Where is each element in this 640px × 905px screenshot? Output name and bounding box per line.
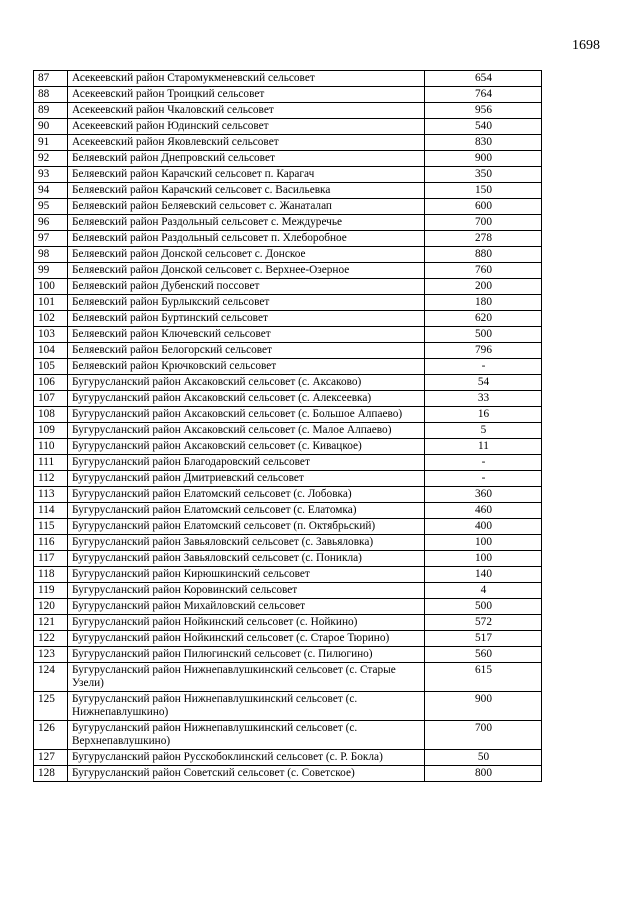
row-name: Бугурусланский район Аксаковский сельсовет (с. Аксаково) xyxy=(68,375,425,391)
row-value: 500 xyxy=(425,599,542,615)
row-number: 93 xyxy=(34,167,68,183)
row-number: 122 xyxy=(34,631,68,647)
row-number: 119 xyxy=(34,583,68,599)
row-value: 900 xyxy=(425,692,542,721)
row-number: 107 xyxy=(34,391,68,407)
row-number: 123 xyxy=(34,647,68,663)
table-row xyxy=(34,567,542,583)
row-number: 88 xyxy=(34,87,68,103)
table-row xyxy=(34,87,542,103)
row-name: Беляевский район Дубенский поссовет xyxy=(68,279,425,295)
row-name: Беляевский район Раздольный сельсовет п. Хлеборобное xyxy=(68,231,425,247)
row-number: 117 xyxy=(34,551,68,567)
table-row xyxy=(34,151,542,167)
row-name: Беляевский район Белогорский сельсовет xyxy=(68,343,425,359)
row-name: Бугурусланский район Аксаковский сельсовет (с. Малое Алпаево) xyxy=(68,423,425,439)
table-row xyxy=(34,183,542,199)
row-number: 113 xyxy=(34,487,68,503)
row-number: 118 xyxy=(34,567,68,583)
table-row xyxy=(34,721,542,750)
table-row xyxy=(34,135,542,151)
table-row xyxy=(34,119,542,135)
row-value: 517 xyxy=(425,631,542,647)
row-name: Бугурусланский район Кирюшкинский сельсовет xyxy=(68,567,425,583)
row-name: Бугурусланский район Нижнепавлушкинский сельсовет (с. Старые Узели) xyxy=(68,663,425,692)
row-number: 104 xyxy=(34,343,68,359)
table-row xyxy=(34,551,542,567)
row-name: Бугурусланский район Нойкинский сельсовет (с. Нойкино) xyxy=(68,615,425,631)
data-table xyxy=(33,70,542,782)
row-name: Бугурусланский район Нижнепавлушкинский сельсовет (с. Верхнепавлушкино) xyxy=(68,721,425,750)
table-row xyxy=(34,247,542,263)
row-name: Бугурусланский район Елатомский сельсовет (с. Елатомка) xyxy=(68,503,425,519)
row-value: 150 xyxy=(425,183,542,199)
table-row xyxy=(34,391,542,407)
table-row xyxy=(34,423,542,439)
row-value: 11 xyxy=(425,439,542,455)
row-number: 115 xyxy=(34,519,68,535)
row-value: 100 xyxy=(425,551,542,567)
table-row xyxy=(34,631,542,647)
row-value: 900 xyxy=(425,151,542,167)
row-value: 764 xyxy=(425,87,542,103)
row-name: Беляевский район Карачский сельсовет с. Васильевка xyxy=(68,183,425,199)
table-row xyxy=(34,471,542,487)
table-row xyxy=(34,599,542,615)
table-row xyxy=(34,692,542,721)
row-value: - xyxy=(425,471,542,487)
table-row xyxy=(34,407,542,423)
table-row xyxy=(34,311,542,327)
row-number: 102 xyxy=(34,311,68,327)
row-value: 654 xyxy=(425,71,542,87)
row-name: Беляевский район Беляевский сельсовет с. Жанаталап xyxy=(68,199,425,215)
table-row xyxy=(34,343,542,359)
row-value: 16 xyxy=(425,407,542,423)
row-value: 615 xyxy=(425,663,542,692)
row-value: 560 xyxy=(425,647,542,663)
table-row xyxy=(34,439,542,455)
row-number: 110 xyxy=(34,439,68,455)
table-row xyxy=(34,103,542,119)
row-name: Бугурусланский район Михайловский сельсовет xyxy=(68,599,425,615)
row-name: Беляевский район Раздольный сельсовет с. Междуречье xyxy=(68,215,425,231)
row-value: 600 xyxy=(425,199,542,215)
row-value: 140 xyxy=(425,567,542,583)
row-number: 87 xyxy=(34,71,68,87)
page-number: 1698 xyxy=(572,38,600,53)
row-name: Асекеевский район Старомукменевский сельсовет xyxy=(68,71,425,87)
row-name: Бугурусланский район Пилюгинский сельсовет (с. Пилюгино) xyxy=(68,647,425,663)
row-number: 126 xyxy=(34,721,68,750)
table-row xyxy=(34,647,542,663)
table-row xyxy=(34,167,542,183)
row-name: Беляевский район Ключевский сельсовет xyxy=(68,327,425,343)
table-row xyxy=(34,663,542,692)
row-number: 106 xyxy=(34,375,68,391)
row-number: 95 xyxy=(34,199,68,215)
row-value: 350 xyxy=(425,167,542,183)
row-number: 101 xyxy=(34,295,68,311)
row-name: Беляевский район Буртинский сельсовет xyxy=(68,311,425,327)
row-number: 112 xyxy=(34,471,68,487)
row-name: Асекеевский район Чкаловский сельсовет xyxy=(68,103,425,119)
row-number: 96 xyxy=(34,215,68,231)
table-row xyxy=(34,295,542,311)
row-name: Беляевский район Крючковский сельсовет xyxy=(68,359,425,375)
row-number: 127 xyxy=(34,750,68,766)
row-name: Беляевский район Донской сельсовет с. Верхнее-Озерное xyxy=(68,263,425,279)
row-value: 760 xyxy=(425,263,542,279)
table-body xyxy=(34,71,542,782)
row-value: 620 xyxy=(425,311,542,327)
row-number: 116 xyxy=(34,535,68,551)
row-name: Бугурусланский район Дмитриевский сельсовет xyxy=(68,471,425,487)
row-value: 800 xyxy=(425,766,542,782)
table-row xyxy=(34,766,542,782)
table-row xyxy=(34,231,542,247)
row-value: 400 xyxy=(425,519,542,535)
row-value: 4 xyxy=(425,583,542,599)
row-number: 100 xyxy=(34,279,68,295)
row-number: 94 xyxy=(34,183,68,199)
table-row xyxy=(34,263,542,279)
row-name: Беляевский район Донской сельсовет с. Донское xyxy=(68,247,425,263)
row-value: 278 xyxy=(425,231,542,247)
row-number: 114 xyxy=(34,503,68,519)
row-value: 100 xyxy=(425,535,542,551)
table-row xyxy=(34,375,542,391)
table-row xyxy=(34,750,542,766)
row-number: 120 xyxy=(34,599,68,615)
row-name: Бугурусланский район Коровинский сельсовет xyxy=(68,583,425,599)
row-number: 92 xyxy=(34,151,68,167)
row-value: 200 xyxy=(425,279,542,295)
table-row xyxy=(34,327,542,343)
row-value: 54 xyxy=(425,375,542,391)
row-value: 460 xyxy=(425,503,542,519)
row-value: 700 xyxy=(425,215,542,231)
row-value: - xyxy=(425,359,542,375)
table-row xyxy=(34,503,542,519)
row-value: 956 xyxy=(425,103,542,119)
row-number: 108 xyxy=(34,407,68,423)
table-row xyxy=(34,487,542,503)
row-number: 105 xyxy=(34,359,68,375)
row-value: 796 xyxy=(425,343,542,359)
table-row xyxy=(34,215,542,231)
row-name: Беляевский район Карачский сельсовет п. Карагач xyxy=(68,167,425,183)
table-row xyxy=(34,199,542,215)
row-number: 124 xyxy=(34,663,68,692)
row-number: 90 xyxy=(34,119,68,135)
row-name: Бугурусланский район Аксаковский сельсовет (с. Кивацкое) xyxy=(68,439,425,455)
row-value: 360 xyxy=(425,487,542,503)
row-name: Бугурусланский район Завьяловский сельсовет (с. Поникла) xyxy=(68,551,425,567)
row-name: Бугурусланский район Аксаковский сельсовет (с. Алексеевка) xyxy=(68,391,425,407)
row-name: Бугурусланский район Елатомский сельсовет (с. Лобовка) xyxy=(68,487,425,503)
row-value: - xyxy=(425,455,542,471)
row-number: 121 xyxy=(34,615,68,631)
table-row xyxy=(34,279,542,295)
row-name: Асекеевский район Троицкий сельсовет xyxy=(68,87,425,103)
table-row xyxy=(34,455,542,471)
row-number: 97 xyxy=(34,231,68,247)
table-row xyxy=(34,519,542,535)
table-row xyxy=(34,583,542,599)
row-value: 33 xyxy=(425,391,542,407)
table-row xyxy=(34,615,542,631)
row-value: 830 xyxy=(425,135,542,151)
row-name: Бугурусланский район Русскобоклинский сельсовет (с. Р. Бокла) xyxy=(68,750,425,766)
row-number: 111 xyxy=(34,455,68,471)
row-value: 500 xyxy=(425,327,542,343)
table-row xyxy=(34,71,542,87)
row-name: Асекеевский район Юдинский сельсовет xyxy=(68,119,425,135)
table-row xyxy=(34,535,542,551)
row-number: 125 xyxy=(34,692,68,721)
table-row xyxy=(34,359,542,375)
row-name: Беляевский район Бурлыкский сельсовет xyxy=(68,295,425,311)
row-name: Бугурусланский район Нойкинский сельсовет (с. Старое Тюрино) xyxy=(68,631,425,647)
row-value: 700 xyxy=(425,721,542,750)
row-value: 50 xyxy=(425,750,542,766)
row-name: Бугурусланский район Аксаковский сельсовет (с. Большое Алпаево) xyxy=(68,407,425,423)
row-number: 89 xyxy=(34,103,68,119)
row-value: 180 xyxy=(425,295,542,311)
row-name: Бугурусланский район Елатомский сельсовет (п. Октябрьский) xyxy=(68,519,425,535)
row-value: 572 xyxy=(425,615,542,631)
row-value: 880 xyxy=(425,247,542,263)
row-number: 99 xyxy=(34,263,68,279)
row-name: Асекеевский район Яковлевский сельсовет xyxy=(68,135,425,151)
row-number: 128 xyxy=(34,766,68,782)
row-name: Бугурусланский район Советский сельсовет (с. Советское) xyxy=(68,766,425,782)
row-name: Бугурусланский район Нижнепавлушкинский сельсовет (с. Нижнепавлушкино) xyxy=(68,692,425,721)
row-number: 98 xyxy=(34,247,68,263)
row-name: Бугурусланский район Завьяловский сельсовет (с. Завьяловка) xyxy=(68,535,425,551)
row-number: 109 xyxy=(34,423,68,439)
row-value: 5 xyxy=(425,423,542,439)
row-number: 103 xyxy=(34,327,68,343)
row-value: 540 xyxy=(425,119,542,135)
row-name: Бугурусланский район Благодаровский сельсовет xyxy=(68,455,425,471)
row-name: Беляевский район Днепровский сельсовет xyxy=(68,151,425,167)
row-number: 91 xyxy=(34,135,68,151)
